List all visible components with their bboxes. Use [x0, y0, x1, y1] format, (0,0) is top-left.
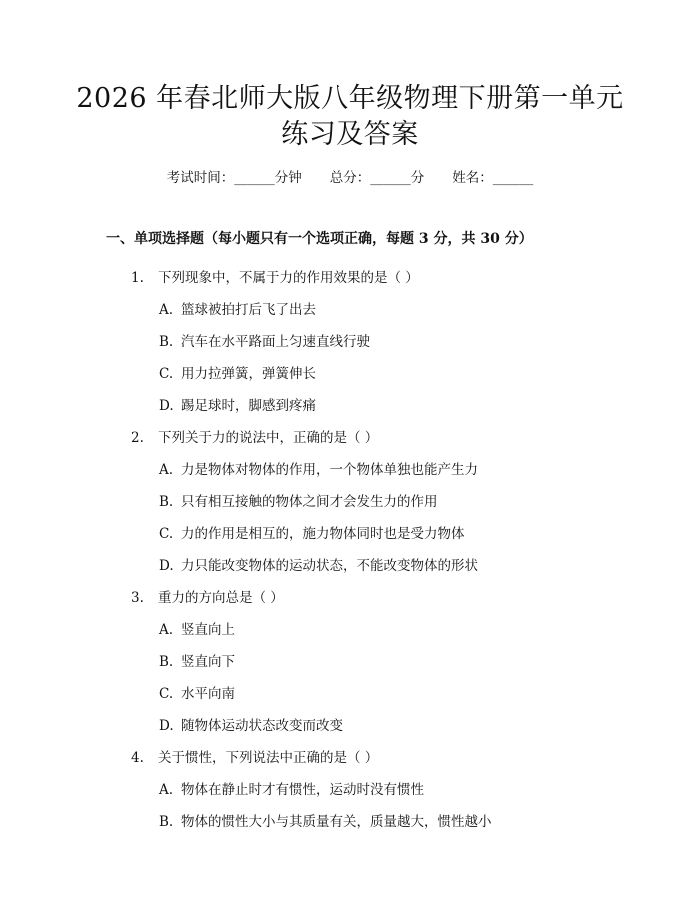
option-text: 竖直向上 — [181, 622, 235, 638]
document-title-line-1: 2026 年春北师大版八年级物理下册第一单元 — [76, 83, 624, 114]
question-3-option-d — [159, 716, 343, 736]
option-label: D. — [159, 558, 174, 574]
option-text: 随物体运动状态改变而改变 — [181, 718, 343, 734]
section-heading: 一、单项选择题（每小题只有一个选项正确，每题 3 分，共 30 分） — [106, 231, 533, 247]
option-text: 水平向南 — [181, 686, 235, 702]
question-number: 3. — [131, 590, 144, 606]
total-score-field — [330, 168, 425, 188]
option-text: 物体的惯性大小与其质量有关，质量越大，惯性越小 — [181, 814, 492, 830]
option-text: 汽车在水平路面上匀速直线行驶 — [181, 334, 370, 350]
exam-time-blank: ______ — [234, 170, 275, 186]
question-2-option-b — [159, 492, 438, 512]
question-4 — [131, 748, 378, 768]
question-4-option-a — [159, 780, 424, 800]
option-text: 力只能改变物体的运动状态，不能改变物体的形状 — [181, 558, 478, 574]
question-1-option-d — [159, 396, 316, 416]
option-label: C. — [159, 686, 174, 702]
option-text: 篮球被拍打后飞了出去 — [181, 302, 316, 318]
question-1 — [131, 268, 419, 288]
student-name-field — [452, 168, 533, 188]
question-text: 下列现象中，不属于力的作用效果的是（ ） — [158, 270, 419, 286]
option-label: A. — [159, 622, 174, 638]
option-label: D. — [159, 398, 174, 414]
exam-time-unit: 分钟 — [274, 170, 302, 186]
exam-time-label: 考试时间： — [166, 170, 235, 186]
option-label: C. — [159, 526, 174, 542]
option-text: 踢足球时，脚感到疼痛 — [181, 398, 316, 414]
option-label: B. — [159, 334, 174, 350]
question-number: 4. — [131, 750, 144, 766]
total-score-label: 总分： — [329, 170, 371, 186]
question-1-option-b — [159, 332, 370, 352]
option-label: B. — [159, 654, 174, 670]
option-label: A. — [159, 782, 174, 798]
option-label: B. — [159, 814, 174, 830]
document-title-line-2: 练习及答案 — [281, 119, 419, 150]
option-text: 竖直向下 — [181, 654, 235, 670]
question-3-option-a — [159, 620, 235, 640]
option-label: A. — [159, 302, 174, 318]
option-text: 用力拉弹簧，弹簧伸长 — [181, 366, 316, 382]
question-number: 2. — [131, 430, 144, 446]
option-label: B. — [159, 494, 174, 510]
question-2-option-d — [159, 556, 478, 576]
question-1-option-a — [159, 300, 316, 320]
option-text: 物体在静止时才有惯性，运动时没有惯性 — [181, 782, 424, 798]
option-label: A. — [159, 462, 174, 478]
total-score-unit: 分 — [410, 170, 425, 186]
exam-time-field — [167, 168, 302, 188]
question-text: 关于惯性，下列说法中正确的是（ ） — [158, 750, 379, 766]
question-text: 重力的方向总是（ ） — [158, 590, 284, 606]
question-3-option-b — [159, 652, 235, 672]
student-name-label: 姓名： — [452, 170, 493, 186]
question-1-option-c — [159, 364, 316, 384]
question-3-option-c — [159, 684, 235, 704]
question-2-option-c — [159, 524, 465, 544]
total-score-blank: ______ — [370, 170, 411, 186]
question-2-option-a — [159, 460, 478, 480]
question-number: 1. — [131, 270, 144, 286]
option-label: D. — [159, 718, 174, 734]
option-text: 力是物体对物体的作用，一个物体单独也能产生力 — [181, 462, 478, 478]
exam-info — [0, 168, 700, 188]
option-text: 力的作用是相互的，施力物体同时也是受力物体 — [181, 526, 465, 542]
question-text: 下列关于力的说法中，正确的是（ ） — [158, 430, 379, 446]
question-2 — [131, 428, 378, 448]
option-text: 只有相互接触的物体之间才会发生力的作用 — [181, 494, 438, 510]
student-name-blank: ______ — [492, 170, 534, 186]
question-4-option-b — [159, 812, 492, 832]
question-3 — [131, 588, 284, 608]
option-label: C. — [159, 366, 174, 382]
